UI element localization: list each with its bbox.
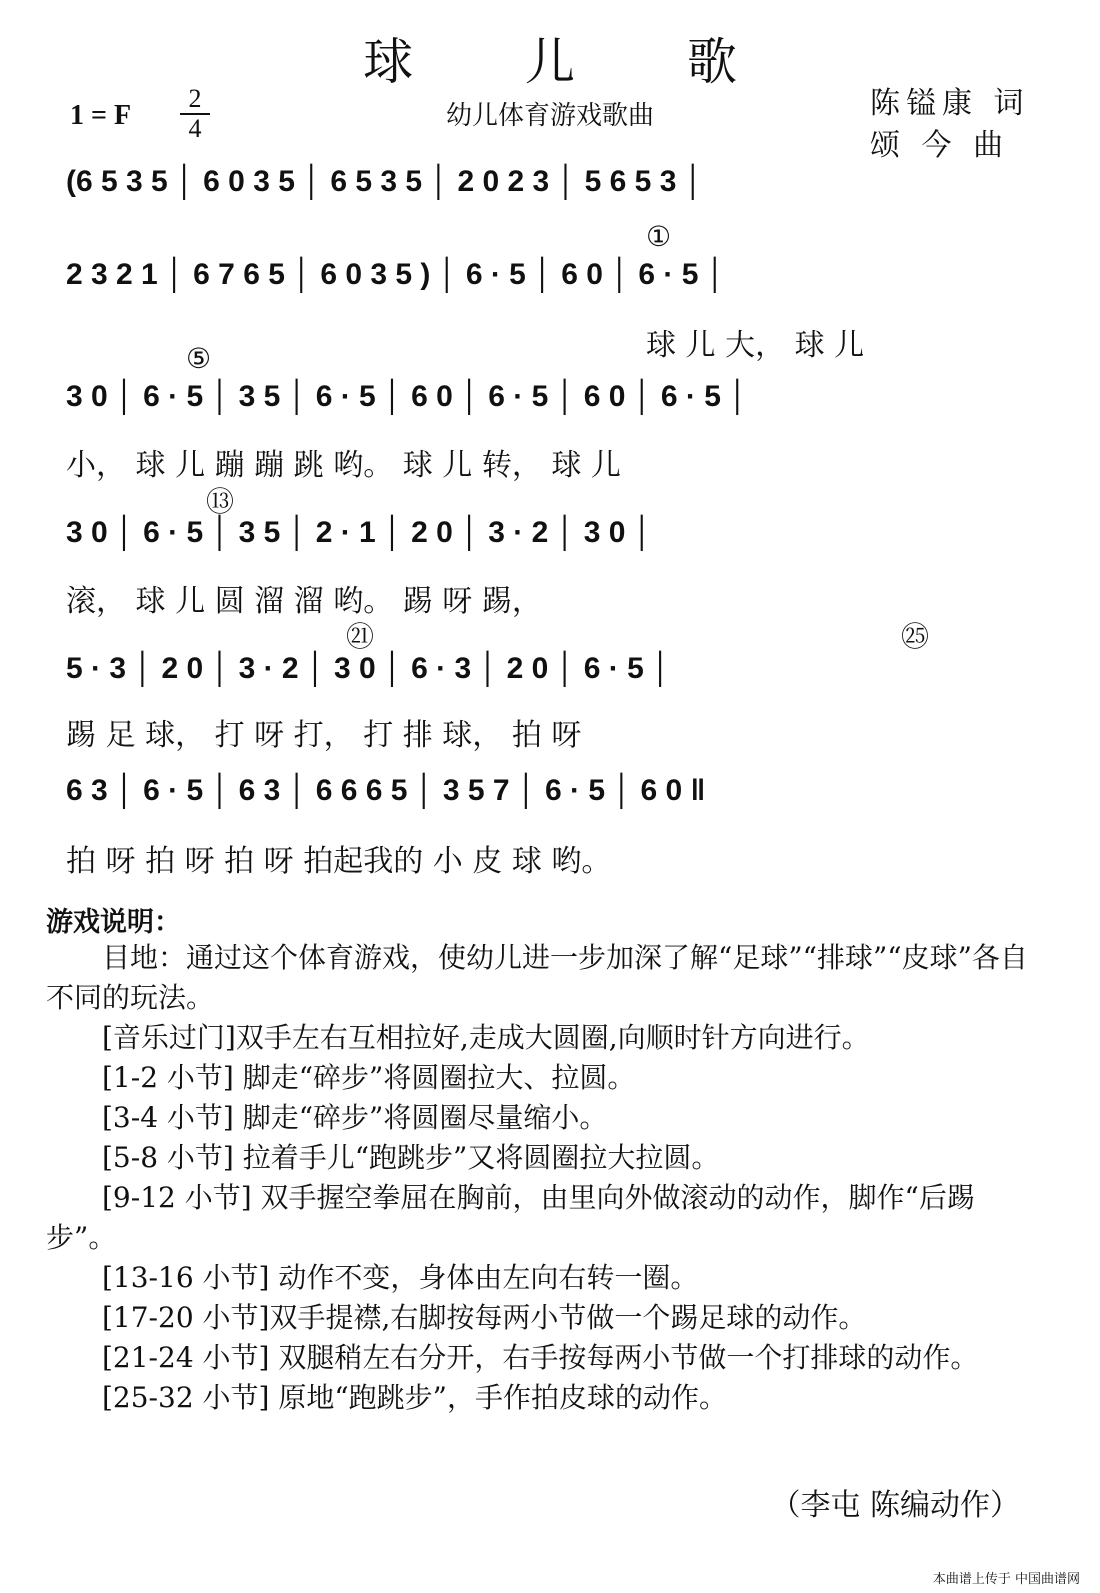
instruction-paragraph: [5-8 小节] 拉着手儿“跑跳步”又将圆圈拉大拉圆。 xyxy=(46,1141,720,1174)
lyrics-line-6: 拍 呀 拍 呀 拍 呀 拍起我的 小 皮 球 哟。 xyxy=(66,844,612,879)
score-line-2: 2 3 2 1 │ 6 7 6 5 │ 6 0 3 5 ) │ 6 · 5 │ 6 0 │ 6 · 5 │ xyxy=(66,258,726,291)
time-numerator: 2 xyxy=(180,85,210,115)
score-line-5: 5 · 3 │ 2 0 │ 3 · 2 │ 3 0 │ 6 · 3 │ 2 0 │ 6 · 5 │ xyxy=(66,652,671,685)
key-signature: 1 = F xyxy=(70,100,132,131)
lyrics-line-5: 踢 足 球， 打 呀 打， 打 排 球， 拍 呀 xyxy=(66,718,582,753)
instruction-paragraph: [25-32 小节] 原地“跑跳步”，手作拍皮球的动作。 xyxy=(46,1381,727,1414)
instruction-paragraph: [音乐过门]双手左右互相拉好,走成大圆圈,向顺时针方向进行。 xyxy=(46,1021,870,1054)
measure-marker-1: ① xyxy=(646,220,672,253)
instruction-paragraph: [13-16 小节] 动作不变，身体由左向右转一圈。 xyxy=(46,1261,699,1294)
instruction-paragraph: [1-2 小节] 脚走“碎步”将圆圈拉大、拉圆。 xyxy=(46,1061,636,1094)
song-subtitle: 幼儿体育游戏歌曲 xyxy=(445,101,654,131)
instruction-paragraph: [3-4 小节] 脚走“碎步”将圆圈尽量缩小。 xyxy=(46,1101,608,1134)
measure-marker-13: ⑬ xyxy=(206,485,235,518)
score-line-4: 3 0 │ 6 · 5 │ 3 5 │ 2 · 1 │ 2 0 │ 3 · 2 │ 3 0 │ xyxy=(66,516,653,549)
lyrics-line-4: 滚， 球 儿 圆 溜 溜 哟。 踢 呀 踢， xyxy=(66,584,542,619)
measure-marker-5: ⑤ xyxy=(186,342,212,375)
instruction-paragraph: [9-12 小节] 双手握空拳屈在胸前，由里向外做滚动的动作，脚作“后踢步”。 xyxy=(46,1181,975,1254)
lyrics-line-2: 球 儿 大， 球 儿 xyxy=(646,328,865,363)
upload-footer: 本曲谱上传于 中国曲谱网 xyxy=(932,1572,1080,1587)
score-line-6: 6 3 │ 6 · 5 │ 6 3 │ 6 6 6 5 │ 3 5 7 │ 6 · 5 │ 6 0 ‖ xyxy=(66,774,706,807)
lyrics-line-3: 小， 球 儿 蹦 蹦 跳 哟。 球 儿 转， 球 儿 xyxy=(66,448,621,483)
song-title: 球 儿 歌 xyxy=(363,33,785,91)
score-line-3: 3 0 │ 6 · 5 │ 3 5 │ 6 · 5 │ 6 0 │ 6 · 5 │ 6 0 │ 6 · 5 │ xyxy=(66,380,748,413)
lyricist-credit: 陈镒康 词 xyxy=(870,86,1030,121)
instruction-paragraph: [21-24 小节] 双腿稍左右分开，右手按每两小节做一个打排球的动作。 xyxy=(46,1341,979,1374)
instructions-body xyxy=(46,938,1036,1418)
music-score xyxy=(66,160,1036,880)
instructions-heading: 游戏说明： xyxy=(46,907,181,938)
score-line-1: (6 5 3 5 │ 6 0 3 5 │ 6 5 3 5 │ 2 0 2 3 │ 5 6 5 3 │ xyxy=(66,165,704,198)
time-denominator: 4 xyxy=(188,114,202,143)
measure-marker-21: ㉑ xyxy=(346,620,375,653)
choreography-credit: （李屯 陈编动作） xyxy=(770,1488,1020,1523)
instruction-paragraph: 目地：通过这个体育游戏，使幼儿进一步加深了解“足球”“排球”“皮球”各自不同的玩法。 xyxy=(46,941,1028,1014)
instruction-paragraph: [17-20 小节]双手提襟,右脚按每两小节做一个踢足球的动作。 xyxy=(46,1301,867,1334)
composer-credit: 颂 今 曲 xyxy=(870,128,1010,163)
measure-marker-25: ㉕ xyxy=(901,620,930,653)
time-signature xyxy=(180,85,210,143)
